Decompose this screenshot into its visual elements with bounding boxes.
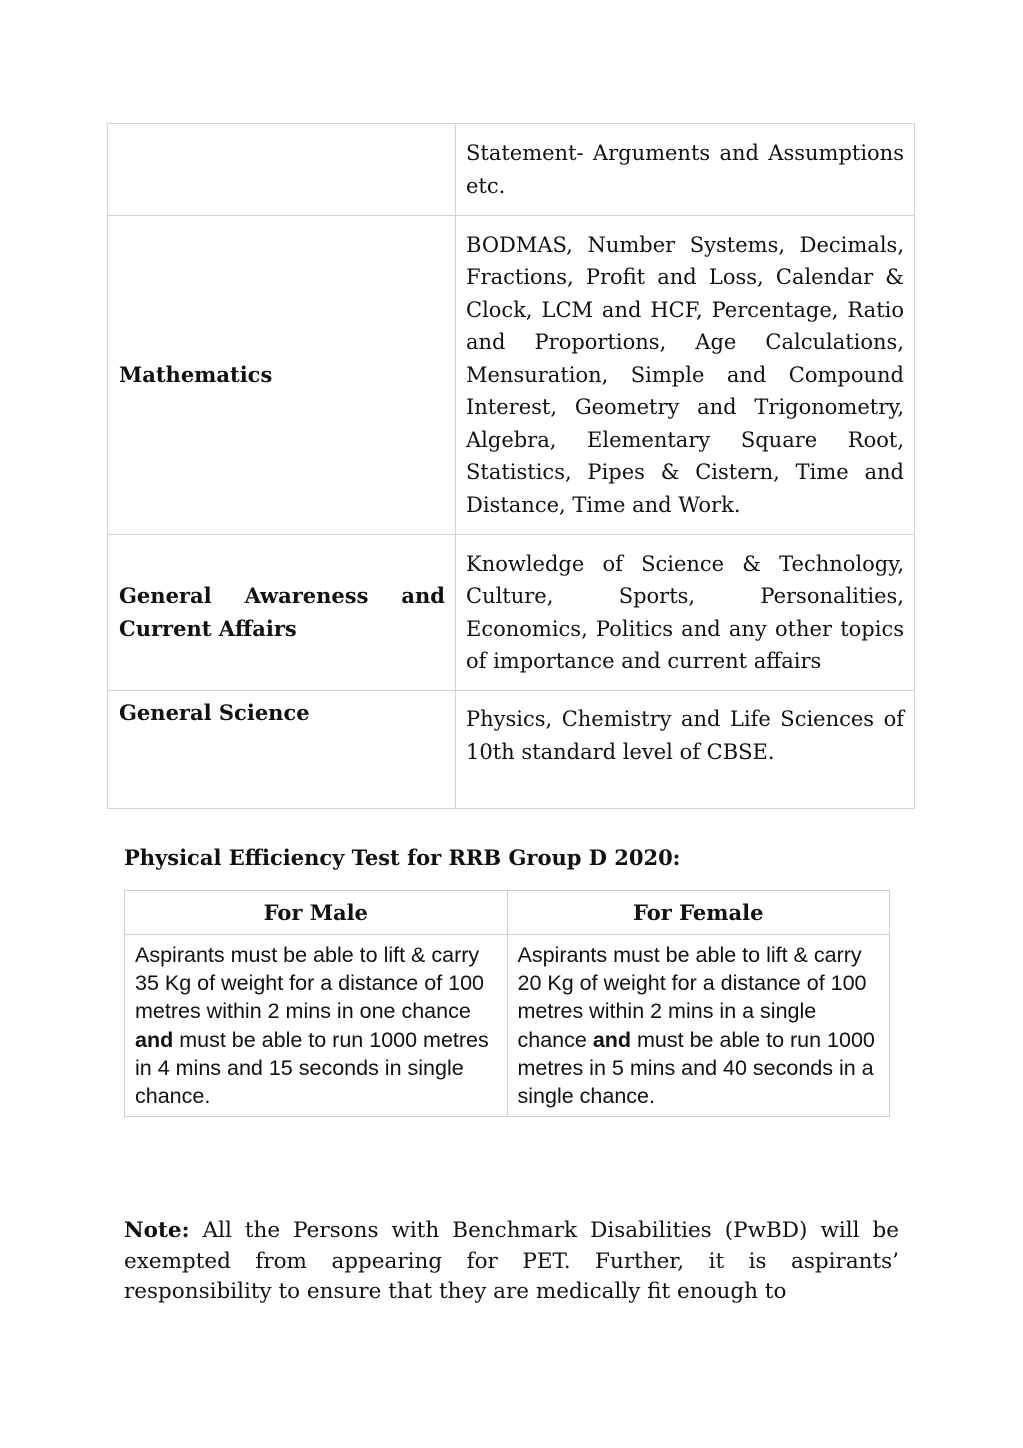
subject-cell	[108, 124, 456, 216]
female-text-part: must be able to run 1000 metres in 5 mins and 40 seconds in a single chance.	[517, 1027, 875, 1109]
header-male: For Male	[125, 891, 508, 935]
topics-cell: BODMAS, Number Systems, Decimals, Fractions, Profit and Loss, Calendar & Clock, LCM and HCF, Percentage, Ratio and Proportions, Age Calculations, Mensuration, Simple and Compound Interest, Geometry and Trigonometry, Algebra, Elementary Square Root, Statistics, Pipes & Cistern, Time and Distance, Time and Work.	[456, 216, 915, 535]
table-row	[108, 216, 915, 535]
note-label: Note:	[124, 1218, 190, 1243]
female-requirements-cell	[507, 935, 890, 1117]
table-row	[125, 935, 890, 1117]
male-text-part: must be able to run 1000 metres in 4 mins and 15 seconds in single chance.	[135, 1027, 489, 1109]
table-row	[108, 535, 915, 691]
topics-cell: Knowledge of Science & Technology, Culture, Sports, Personalities, Economics, Politics and any other topics of importance and current affairs	[456, 535, 915, 691]
female-emphasis: and	[592, 1027, 632, 1052]
syllabus-table	[107, 123, 915, 809]
male-emphasis: and	[135, 1027, 174, 1052]
note-paragraph	[124, 1216, 899, 1308]
section-heading: Physical Efficiency Test for RRB Group D 2020:	[124, 845, 681, 870]
note-text: All the Persons with Benchmark Disabilities (PwBD) will be exempted from appearing for PET. Further, it is aspirants’ responsibility to ensure that they are medically fit enough to	[124, 1218, 899, 1304]
subject-cell: Mathematics	[108, 216, 456, 535]
male-requirements-cell	[125, 935, 508, 1117]
topics-cell: Physics, Chemistry and Life Sciences of 10th standard level of CBSE.	[456, 691, 915, 809]
table-header-row	[125, 891, 890, 935]
subject-cell: General Science	[108, 691, 456, 809]
header-female: For Female	[507, 891, 890, 935]
table-row	[108, 124, 915, 216]
topics-cell: Statement- Arguments and Assumptions etc.	[456, 124, 915, 216]
male-text-part: Aspirants must be able to lift & carry 35 Kg of weight for a distance of 100 metres within 2 mins in one chance	[135, 943, 485, 1024]
pet-table	[124, 890, 890, 1117]
table-row	[108, 691, 915, 809]
female-text-part: Aspirants must be able to lift & carry 20 Kg of weight for a distance of 100 metres within 2 mins in a single chance	[517, 943, 867, 1052]
subject-cell: General Awareness and Current Affairs	[108, 535, 456, 691]
